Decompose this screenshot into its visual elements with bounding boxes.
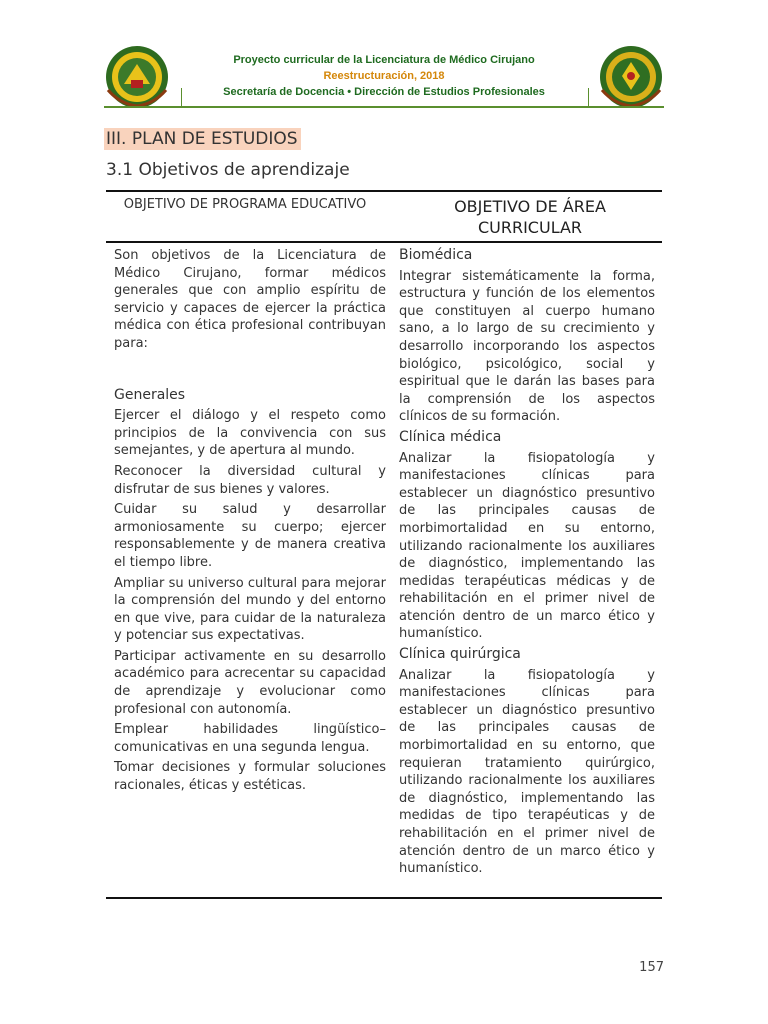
page-number: 157 (639, 960, 664, 975)
list-item: Tomar decisiones y formular soluciones racionales, éticas y estéticas. (114, 760, 386, 794)
section-title: III. PLAN DE ESTUDIOS (104, 128, 301, 150)
table-top-rule (106, 190, 662, 192)
area-objectives-column (399, 247, 655, 881)
table-header-area-objective: OBJETIVO DE ÁREA CURRICULAR (454, 197, 606, 237)
list-item: Cuidar su salud y desarrollar armoniosamente su cuerpo; ejercer responsablemente y de manera creativa el tiempo libre. (114, 502, 386, 570)
list-item: Reconocer la diversidad cultural y disfrutar de sus bienes y valores. (114, 463, 386, 497)
table-header-program-objective: OBJETIVO DE PROGRAMA EDUCATIVO (123, 197, 367, 212)
area-clinica-medica-label: Clínica médica (399, 428, 502, 445)
header-text (182, 52, 586, 100)
list-item: Ejercer el diálogo y el respeto como principios de la convivencia con sus semejantes, y de apertura al mundo. (114, 408, 386, 459)
header-line-3: Secretaría de Docencia • Dirección de Estudios Profesionales (223, 86, 545, 98)
generales-label: Generales (114, 386, 186, 403)
header-tick-right (588, 88, 589, 108)
area-biomedica-label: Biomédica (399, 247, 473, 263)
header-line-2: Reestructuración, 2018 (323, 70, 445, 82)
area-clinica-quirurgica-label: Clínica quirúrgica (399, 646, 521, 663)
table-header-rule (106, 241, 662, 243)
area-clinica-medica-text: Analizar la fisiopatología y manifestaciones clínicas para establecer un diagnóstico presuntivo de las principales causas de morbimortalidad en su entorno, utilizando racionalmente los auxiliares de diagnóstico, implementando las medidas terapéuticas médicas y de rehabilitación en el primer nivel de atención dentro de un marco ético y humanístico. (399, 450, 655, 642)
table-bottom-rule (106, 897, 662, 899)
area-biomedica-text: Integrar sistemáticamente la forma, estructura y función de los elementos que constituyen al cuerpo humano sano, a lo largo de su crecimiento y desarrollo incorporando los aspectos biológico, psicológico, social y espiritual que le darán las bases para la comprensión de los aspectos clínicos de su formación. (399, 268, 655, 425)
subsection-title: 3.1 Objetivos de aprendizaje (106, 160, 350, 180)
faculty-seal-right (598, 44, 664, 110)
list-item: Ampliar su universo cultural para mejorar la comprensión del mundo y del entorno en que vive, para cuidar de la naturaleza y potenciar sus expectativas. (114, 575, 386, 644)
program-intro: Son objetivos de la Licenciatura de Médico Cirujano, formar médicos generales que con amplio espíritu de servicio y capaces de ejercer la práctica médica con ética profesional contribuyan para: (114, 248, 386, 351)
document-header (104, 40, 664, 106)
header-tick-left (181, 88, 182, 108)
area-clinica-quirurgica-text: Analizar la fisiopatología y manifestaciones clínicas para establecer un diagnóstico presuntivo de las principales causas de morbimortalidad en su entorno, que requieran tratamiento quirúrgico, utilizando racionalmente los auxiliares de diagnóstico, implementando las medidas de tipo terapéuticas y de rehabilitación en el primer nivel de atención dentro de un marco ético y humanístico. (399, 667, 655, 877)
header-line-1: Proyecto curricular de la Licenciatura de Médico Cirujano (233, 54, 535, 66)
list-item: Participar activamente en su desarrollo académico para acrecentar su capacidad de aprendizaje y evolucionar como profesional con autonomía. (114, 648, 386, 717)
program-objectives-column (114, 247, 386, 798)
header-divider (104, 106, 664, 108)
university-seal-left (104, 44, 170, 110)
list-item: Emplear habilidades lingüístico–comunicativas en una segunda lengua. (114, 722, 386, 755)
